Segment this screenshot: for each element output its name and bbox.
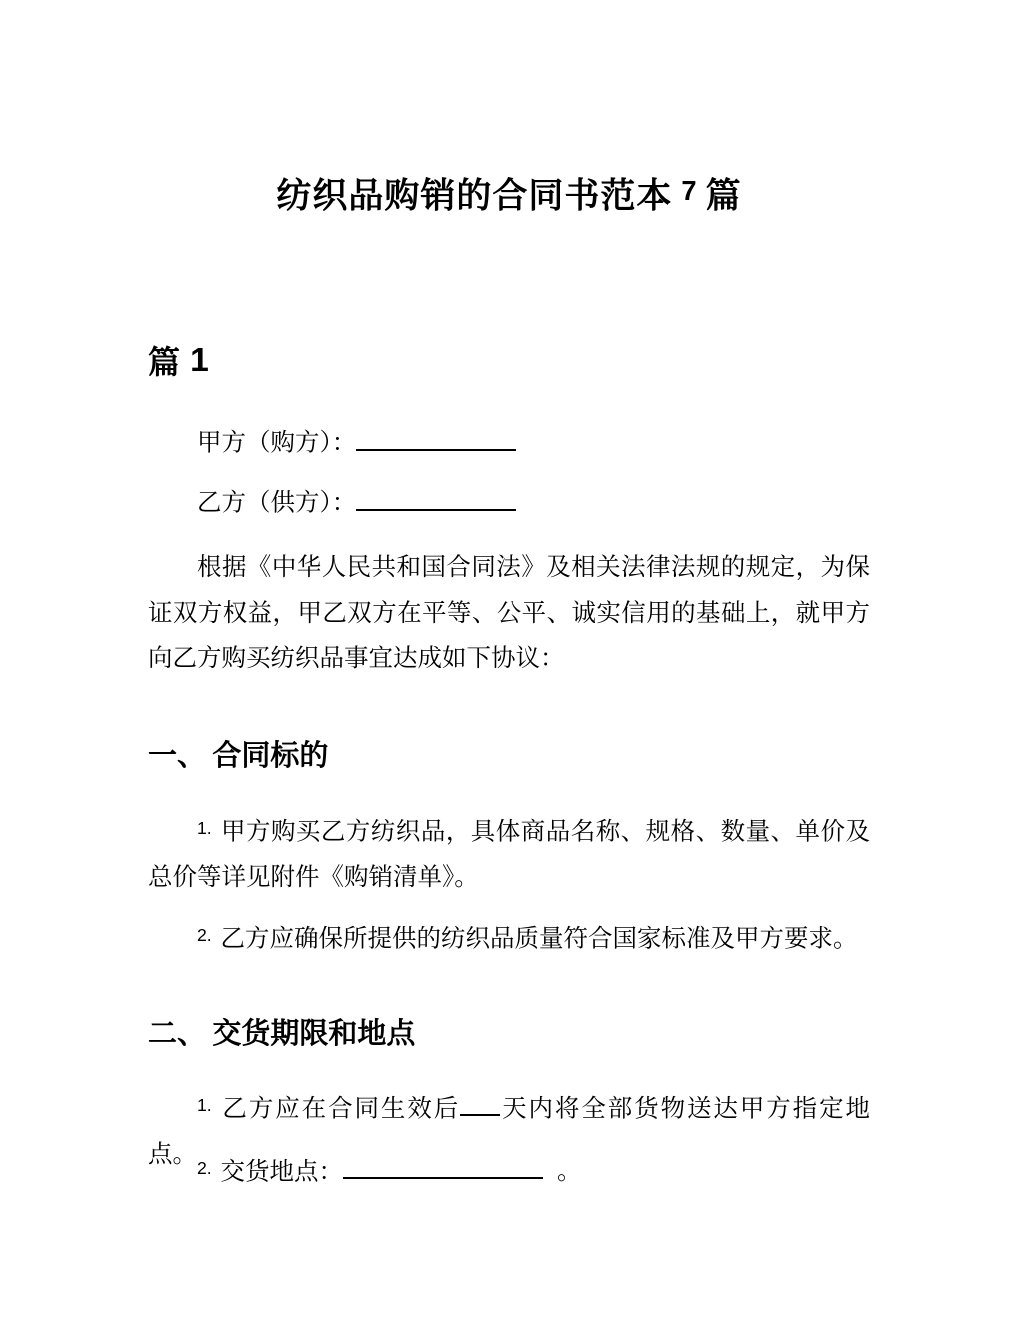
piece-label: 篇 xyxy=(148,343,181,380)
title-main-text: 纺织品购销的合同书范本 xyxy=(276,177,673,217)
clause1-heading-text: 合同标的 xyxy=(212,740,329,772)
clause2-item2-label: 交货地点： xyxy=(220,1158,344,1186)
clause1-item-2 xyxy=(148,913,870,962)
clause2-heading-number: 二、 xyxy=(148,1018,207,1050)
clause1-item2-number: 2. xyxy=(197,925,212,945)
party-a-label: 甲方（购方）： xyxy=(197,429,357,457)
clause2-item1-text-after: 天内将全部货物送达甲方指定地点。 xyxy=(148,1095,871,1168)
party-a-line xyxy=(148,424,870,460)
piece-heading xyxy=(148,339,870,384)
clause1-heading-number: 一、 xyxy=(148,740,207,772)
title-unit-text: 篇 xyxy=(705,177,742,217)
party-b-line xyxy=(148,484,870,520)
clause1-item1-number: 1. xyxy=(197,818,212,838)
clause2-item2-suffix: 。 xyxy=(557,1158,582,1186)
party-a-blank-field xyxy=(356,424,516,451)
party-b-label: 乙方（供方）： xyxy=(197,489,357,517)
clause2-item1-text-before: 乙方应在合同生效后 xyxy=(220,1095,461,1123)
clause2-item-2 xyxy=(148,1146,870,1195)
clause1-heading xyxy=(148,736,870,776)
party-b-blank-field xyxy=(356,484,516,511)
clause1-item2-text: 乙方应确保所提供的纺织品质量符合国家标准及甲方要求。 xyxy=(220,925,858,953)
clause1-item1-text: 甲方购买乙方纺织品，具体商品名称、规格、数量、单价及总价等详见附件《购销清单》。 xyxy=(148,818,870,891)
clause2-item2-number: 2. xyxy=(197,1158,212,1178)
title-count-number: 7 xyxy=(681,175,697,207)
delivery-place-blank-field xyxy=(343,1153,543,1180)
piece-number: 1 xyxy=(190,341,209,379)
intro-paragraph: 根据《中华人民共和国合同法》及相关法律法规的规定，为保证双方权益，甲乙双方在平等、公平、诚实信用的基础上，就甲方向乙方购买纺织品事宜达成如下协议： xyxy=(148,554,870,672)
page-title xyxy=(148,173,870,219)
clause2-item1-number: 1. xyxy=(197,1095,212,1115)
days-blank-field xyxy=(460,1090,500,1117)
clause2-heading-text: 交货期限和地点 xyxy=(212,1018,416,1050)
clause2-heading xyxy=(148,1014,870,1054)
clause1-item-1 xyxy=(148,806,870,900)
